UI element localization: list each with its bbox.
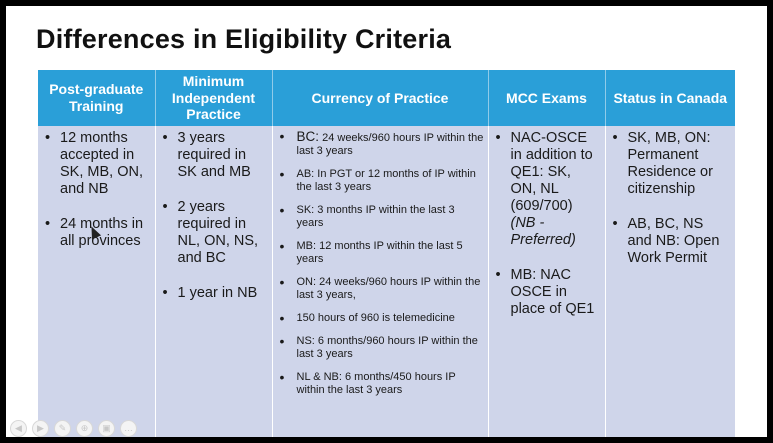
list-item: • AB, BC, NS and NB: Open Work Permit	[610, 216, 732, 267]
next-icon[interactable]: ▶	[32, 420, 49, 437]
list-item: • MB: NAC OSCE in place of QE1	[493, 267, 601, 318]
list-item: • 12 months accepted in SK, MB, ON, and NB	[42, 130, 151, 198]
exam-note: (NB - Preferred)	[510, 215, 576, 248]
list-item	[493, 130, 601, 249]
list-item: • NL & NB: 6 months/450 hours IP within the last 3 years	[277, 371, 484, 397]
table-row	[38, 126, 735, 437]
list-item: • SK: 3 months IP within the last 3 years	[277, 204, 484, 230]
pen-icon[interactable]: ✎	[54, 420, 71, 437]
cell-mcc-exams	[488, 126, 605, 437]
list-item: • 24 months in all provinces	[42, 216, 151, 250]
header-mcc-exams: MCC Exams	[488, 70, 605, 126]
slideshow-controls	[10, 420, 137, 437]
list-item: • 2 years required in NL, ON, NS, and BC	[160, 199, 268, 267]
header-min-practice: Minimum Independent Practice	[155, 70, 272, 126]
header-postgrad: Post-graduate Training	[38, 70, 155, 126]
list-item	[277, 130, 484, 158]
criteria-table	[38, 70, 735, 437]
bc-prefix: BC:	[296, 129, 320, 144]
list-item: • SK, MB, ON: Permanent Residence or citizenship	[610, 130, 732, 198]
exam-main: NAC-OSCE in addition to QE1: SK, ON, NL (609/700)	[510, 130, 593, 214]
slide	[6, 6, 767, 437]
view-icon[interactable]: ▣	[98, 420, 115, 437]
list-item: • NS: 6 months/960 hours IP within the last 3 years	[277, 335, 484, 361]
more-icon[interactable]: …	[120, 420, 137, 437]
header-currency: Currency of Practice	[272, 70, 488, 126]
header-status: Status in Canada	[605, 70, 735, 126]
list-item: • AB: In PGT or 12 months of IP within the last 3 years	[277, 168, 484, 194]
list-item: • 150 hours of 960 is telemedicine	[277, 312, 484, 325]
bc-text: 24 weeks/960 hours IP within the last 3 years	[296, 132, 484, 157]
cell-status	[605, 126, 735, 437]
prev-icon[interactable]: ◀	[10, 420, 27, 437]
table-header-row	[38, 70, 735, 126]
list-item: • 3 years required in SK and MB	[160, 130, 268, 181]
slide-title: Differences in Eligibility Criteria	[36, 24, 452, 54]
list-item: • ON: 24 weeks/960 hours IP within the last 3 years,	[277, 276, 484, 302]
list-item: • 1 year in NB	[160, 285, 268, 302]
cell-postgrad	[38, 126, 155, 437]
cell-currency	[272, 126, 488, 437]
list-item: • MB: 12 months IP within the last 5 years	[277, 240, 484, 266]
zoom-icon[interactable]: ⊕	[76, 420, 93, 437]
cell-min-practice	[155, 126, 272, 437]
